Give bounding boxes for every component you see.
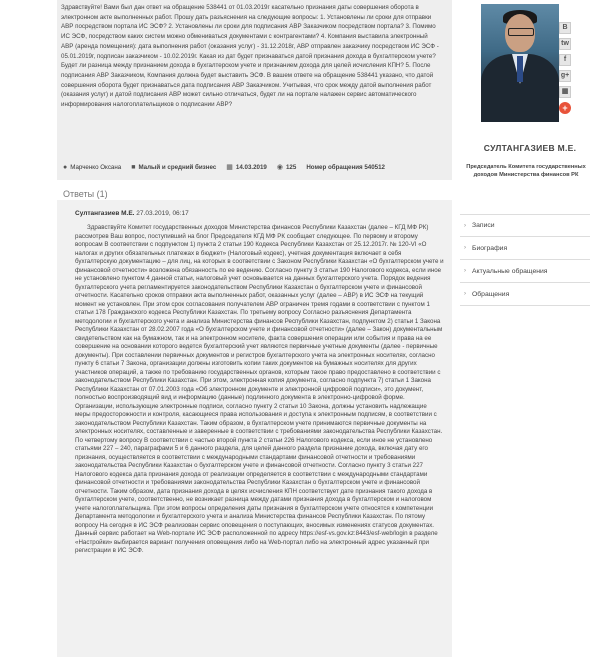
meta-category-label: Малый и средний бизнес [138,163,217,171]
answers-heading [63,189,108,199]
vk-icon[interactable]: В [559,22,571,34]
meta-author[interactable] [63,164,121,171]
folder-icon: ■ [131,163,136,171]
side-nav [460,214,590,306]
side-nav-item-appeals[interactable] [460,283,590,306]
chevron-right-icon: › [464,268,466,274]
answer-author: Султангазиев М.Е. [75,210,135,217]
side-nav-label: Обращения [472,290,510,298]
meta-number [306,164,385,171]
more-share-icon[interactable]: + [559,102,571,114]
author-photo [481,4,559,122]
side-nav-label: Актуальные обращения [472,267,548,275]
twitter-icon[interactable]: tw [559,38,571,50]
chevron-right-icon: › [464,291,466,297]
social-share [559,22,571,118]
side-nav-item-biography[interactable] [460,237,590,260]
side-nav-label: Биография [472,244,508,252]
answers-label: Ответы [63,189,95,199]
meta-views [277,163,296,171]
meta-number-label: Номер обращения 540512 [306,163,385,171]
answers-count: (1) [96,189,108,199]
chevron-right-icon: › [464,222,466,229]
answer-text: Здравствуйте Комитет государственных доходов Министерства финансов Республики Казахстан (далее – КГД МФ РК) рассмотрев Ваш вопрос, поступивший на блог Председателя КГД МФ РК сообщает следующее. По первому и второму вопросам В соответствии с подпунктом 1) пункта 2 статьи 190 Кодекса Республики Казахстан от 25.12.2017г. № 120-VI «О налогах и других обязательных платежах в бюджет» (Налоговый кодекс), учетная документация включает в себя бухгалтерскую документацию – для лиц, на которых в соответствии с Законом Республики Казахстан «О бухгалтерском учете и финансовой отчетности» возложена обязанность по ее ведению. Согласно пункту 3 статьи 190 Налогового кодекса, если иное не установлено пунктом 4 данной статьи, налоговый учет основывается на данных бухгалтерского учета. Порядок ведения бухгалтерского учета регламентируется законодательством Республики Казахстан о бухгалтерском учете и финансовой отчетности. Касательно сроков отправки акта выполненных работ, оказанных услуг (далее – АВР) в ИС ЭСФ на текущий момент не установлен. При этом срок согласования получателем АВР ограничен тремя годами в соответствии с пунктом 1 статьи 178 Гражданского кодекса Республики Казахстан. По третьему вопросу Согласно разъяснения Департамента методологии и бухгалтерского учета и анализа Министерства финансов Республики Казахстан, подпунктом 2) статьи 1 Закона Республики Казахстан от 28.02.2007 года «О бухгалтерском учете и финансовой отчетности» (далее – Закон) документальным свидетельством как на бумажном, так и на электронном носителе, факта совершения операции или события и права на ее совершение на основании которого ведется бухгалтерский учет являются первичные учетные документы (далее - первичные документы). При составлении первичных документов и регистров бухгалтерского учета на электронных носителях, согласно пункту 6 статьи 7 Закона, организации должны изготовить копии таких документов на бумажных носителях для других участников операций, а также по требованию государственных органов, которым такое право предоставлено в соответствии с законодательством Республики Казахстан. При этом, электронная копия документа, согласно подпункта 7) статьи 1 Закона Республики Казахстан от 07.01.2003 года «Об электронном документе и электронной цифровой подписи», это документ, полностью воспроизводящий вид и информацию (данные) подлинного документа в электронно-цифровой форме. Организации, использующие электронные подписи, согласно пункту 2 статьи 10 Закона, должны установить надлежащие меры предосторожности и контроля, касающиеся права использования и доступа к электронным подписям, в соответствии с законодательством Республики Казахстан. Таким образом, в бухгалтерском учете принимаются первичные документы на электронных носителях, составленные и заверенные в соответствии с требованиями законодательства Республики Казахстан. По четвертому вопросу В соответствии с частью второй пункта 2 статьи 226 Налогового кодекса, если иное не установлено статьями 227 – 240, параграфами 5 и 6 данного раздела, для целей данного раздела признание дохода, включая дату его признания, осуществляется в соответствии с международными стандартами финансовой отчетности и требованиями законодательства Республики Казахстан о бухгалтерском учете и финансовой отчетности. Согласно пункту 3 статьи 227 Налогового кодекса дата признания дохода от реализации определяется в соответствии с международными стандартами финансовой отчетности и требованиями законодательства Республики Казахстан о бухгалтерском учете и финансовой отчетности. Таким образом, дата признания дохода в целях исчисления КПН соответствует дате признания такого дохода в бухгалтерском учете, соответственно, не возникает разница между датами признания дохода в бухгалтерском и налоговом учете налогоплательщика. При этом вопросы определения даты признания в бухгалтерском учете относятся к компетенции Департамента методологии и бухгалтерского учета и анализа Министерства финансов Республики Казахстан. По пятому вопросу На сегодня в ИС ЭСФ реализован сервис оповещения о поступающих, вносимых изменениях статусов документах. Данный сервис работает на Web-портале ИС ЭСФ расположенной по адресу https://esf-vs.gov.kz:8443/esf-web/login в разделе «Настройки» выбирается вариант получения оповещения либо на Web-портал либо на электронный адрес указанный при регистрации в ИС ЭСФ. [75,224,444,554]
meta-category[interactable] [131,164,216,171]
meta-date-label: 14.03.2019 [235,163,267,171]
facebook-icon[interactable]: f [559,54,571,66]
meta-date [226,163,267,171]
answer-datetime: 27.03.2019, 06:17 [136,210,189,217]
odnoklassniki-icon[interactable]: ▦ [559,86,571,98]
side-nav-item-records[interactable] [460,214,590,237]
meta-views-label: 125 [285,163,297,171]
profile-title: Председатель Комитета государственных доходов Министерства финансов РК [466,164,586,178]
side-nav-item-actual[interactable] [460,260,590,283]
chevron-right-icon: › [464,245,466,251]
question-meta [57,156,452,178]
question-text: Здравствуйте! Вами был дан ответ на обращение 538441 от 01.03.2019г касательно признания даты совершения оборота в электронном акте выполненных работ. Прошу дать разъяснения на следующие вопросы: 1. Установлены ли сроки для отправки АВР посредством портала ИС ЭСФ? 2. Установлены ли сроки для подписания АВР Заказчиком посредством портала? 3. Помимо ИС ЭСФ, посредством каких систем можно обмениваться документами с контрагентами? 4. Компания выставила электронный АВР (аренда помещения): дата выполнения работ (оказания услуг) - 31.12.2018г, АВР отправлен заказчику посредством ИС ЭСФ - 05.01.2019г, подписан заказчиком - 10.02.2019г. Какая из дат будет признаваться датой признания дохода в бухгалтерском учете? Будет ли разница между признанием дохода в бухгалтерском учете и признанием дохода для целей исчисления КПН? 5. После подписания АВР Заказчиком, Компания должна будет выставить ЭСФ. В вашем ответе на обращение 538441 указано, что датой совершения оборота будет признаваться дата подписания АВР Заказчиком. Учитывая, что срок между датой выполнения работ (оказания услуг) и датой подписания АВР может сильно отличаться, будет ли на портале налажен сервис автоматического информирования налогоплательщиков о подписании АВР? [61,4,439,109]
eye-icon: ◉ [276,164,283,171]
calendar-icon: ▦ [226,164,233,171]
answer-author-line [75,210,189,217]
meta-author-label: Марченко Оксана [70,163,122,171]
google-plus-icon[interactable]: g+ [559,70,571,82]
side-nav-label: Записи [472,222,495,229]
profile-name: СУЛТАНГАЗИЕВ М.Е. [483,143,577,153]
user-icon: ● [63,163,68,171]
